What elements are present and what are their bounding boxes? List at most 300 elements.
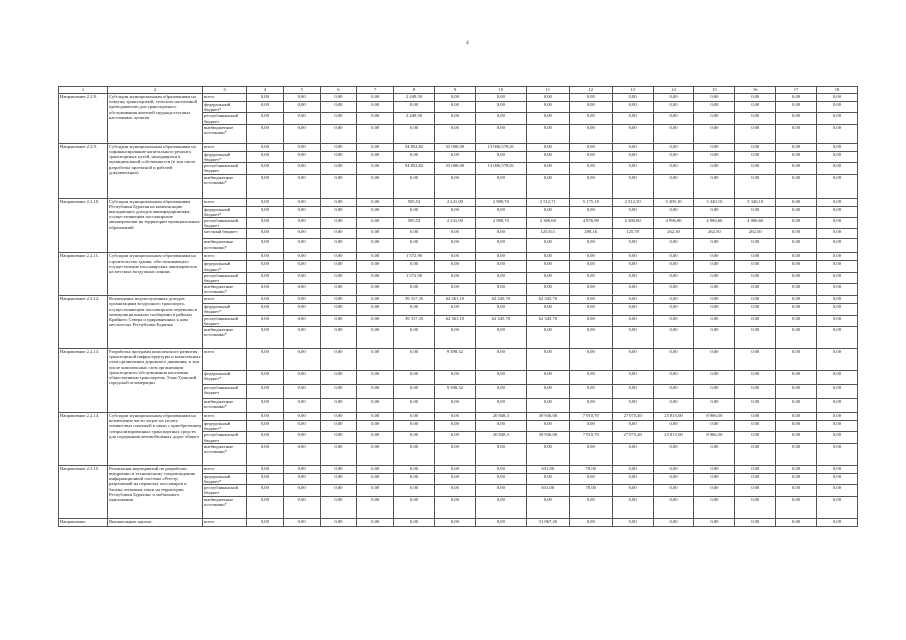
- value-cell: 0,00: [526, 349, 569, 371]
- value-cell: 0,00: [776, 327, 817, 349]
- value-cell: 0,00: [394, 465, 435, 473]
- value-cell: 0,00: [320, 327, 357, 349]
- value-cell: 0,00: [320, 102, 357, 113]
- value-cell: 0,00: [776, 284, 817, 296]
- value-cell: 2 512,71: [526, 198, 569, 206]
- value-cell: 0,00: [569, 296, 612, 304]
- header-cell: 11: [526, 87, 569, 94]
- value-cell: 0,00: [475, 496, 526, 518]
- value-cell: 0,00: [394, 327, 435, 349]
- value-cell: 0,00: [569, 163, 612, 174]
- value-cell: 0,00: [283, 385, 320, 399]
- value-cell: 0,00: [776, 371, 817, 385]
- funding-source: федеральный бюджет*: [203, 102, 247, 113]
- value-cell: 0,00: [526, 327, 569, 349]
- header-cell: 17: [776, 87, 817, 94]
- value-cell: 298,16: [569, 229, 612, 239]
- value-cell: 0,00: [394, 413, 435, 421]
- header-row: [59, 87, 858, 94]
- value-cell: 0,00: [653, 261, 694, 272]
- value-cell: 0,00: [475, 349, 526, 371]
- value-cell: 0,00: [569, 518, 612, 526]
- funding-source: всего: [203, 198, 247, 206]
- value-cell: 0,00: [475, 385, 526, 399]
- value-cell: 0,00: [320, 229, 357, 239]
- value-cell: 0,00: [357, 151, 394, 162]
- value-cell: 0,00: [475, 327, 526, 349]
- value-cell: 0,00: [526, 124, 569, 143]
- value-cell: 0,00: [246, 385, 283, 399]
- value-cell: 0,00: [735, 496, 776, 518]
- value-cell: 0,00: [776, 315, 817, 326]
- value-cell: 0,00: [320, 413, 357, 421]
- value-cell: 0,00: [817, 253, 858, 261]
- value-cell: 0,00: [612, 296, 653, 304]
- value-cell: 0,00: [612, 465, 653, 473]
- value-cell: 0,00: [246, 253, 283, 261]
- value-cell: 0,00: [434, 206, 475, 217]
- value-cell: 0,00: [434, 485, 475, 496]
- value-cell: 0,00: [246, 198, 283, 206]
- value-cell: 0,00: [526, 113, 569, 124]
- value-cell: 0,00: [612, 443, 653, 465]
- value-cell: 0,00: [357, 432, 394, 443]
- value-cell: 0,00: [283, 518, 320, 526]
- value-cell: 0,00: [569, 239, 612, 253]
- funding-source: республиканский бюджет: [203, 315, 247, 326]
- value-cell: 0,00: [776, 239, 817, 253]
- funding-source: республиканский бюджет: [203, 385, 247, 399]
- value-cell: 0,00: [283, 124, 320, 143]
- value-cell: 0,00: [612, 94, 653, 102]
- funding-source: внебюджетные источники*: [203, 124, 247, 143]
- value-cell: 0,00: [694, 272, 735, 283]
- value-cell: 631,00: [526, 485, 569, 496]
- value-cell: 0,00: [246, 261, 283, 272]
- header-cell: 14: [653, 87, 694, 94]
- direction-name: Направление: [59, 518, 108, 526]
- value-cell: 0,00: [434, 151, 475, 162]
- value-cell: 0,00: [246, 151, 283, 162]
- value-cell: 0,00: [283, 496, 320, 518]
- value-cell: 0,00: [357, 102, 394, 113]
- value-cell: 0,00: [283, 399, 320, 413]
- value-cell: 0,00: [612, 485, 653, 496]
- value-cell: 0,00: [320, 371, 357, 385]
- header-cell: 4: [246, 87, 283, 94]
- funding-source: федеральный бюджет*: [203, 473, 247, 484]
- value-cell: 0,00: [569, 94, 612, 102]
- value-cell: 0,00: [776, 485, 817, 496]
- table-row: [59, 253, 858, 261]
- value-cell: 0,00: [694, 473, 735, 484]
- value-cell: 0,00: [434, 272, 475, 283]
- value-cell: 0,00: [694, 163, 735, 174]
- value-cell: 0,00: [475, 284, 526, 296]
- value-cell: 0,00: [817, 349, 858, 371]
- value-cell: 0,00: [475, 94, 526, 102]
- value-cell: 0,00: [653, 151, 694, 162]
- funding-source: республиканский бюджет: [203, 272, 247, 283]
- value-cell: 0,00: [246, 206, 283, 217]
- value-cell: 0,00: [320, 218, 357, 229]
- value-cell: 0,00: [817, 239, 858, 253]
- value-cell: 0,00: [475, 253, 526, 261]
- value-cell: 0,00: [526, 261, 569, 272]
- value-cell: 2 449,50: [394, 113, 435, 124]
- value-cell: 5 175,18: [569, 198, 612, 206]
- value-cell: 0,00: [357, 327, 394, 349]
- value-cell: 0,00: [246, 327, 283, 349]
- direction-description: Субсидии муниципальным образованиям на софинансирование капитального ремонта транспортных путей, находящихся в муниципальной собственности (в том числе разработка проектной и рабочей документации): [108, 143, 203, 198]
- value-cell: 0,00: [776, 198, 817, 206]
- value-cell: 0,00: [526, 371, 569, 385]
- value-cell: 0,00: [434, 421, 475, 432]
- value-cell: 0,00: [735, 261, 776, 272]
- value-cell: 0,00: [735, 174, 776, 198]
- value-cell: 0,00: [475, 304, 526, 315]
- value-cell: 54 852,82: [394, 143, 435, 151]
- value-cell: 0,00: [612, 151, 653, 162]
- value-cell: 0,00: [817, 151, 858, 162]
- direction-description: Субсидии муниципальным образованиям на строительство здания, обеспечивающего осуществление пассажирских авиаперевозок на местных воздушных линиях: [108, 253, 203, 296]
- direction-description: Разработка программ комплексного развития транспортной инфраструктуры и комплексных схем организации дорожного движения, в том числе комплексных схем организации транспортного обслуживания населения общественным транспортом, Улан-Удэнской городской агломерации: [108, 349, 203, 413]
- value-cell: 0,00: [246, 349, 283, 371]
- value-cell: 0,00: [320, 239, 357, 253]
- value-cell: 0,00: [357, 284, 394, 296]
- value-cell: 0,00: [569, 371, 612, 385]
- value-cell: 0,00: [434, 113, 475, 124]
- value-cell: 0,00: [394, 399, 435, 413]
- value-cell: 0,00: [394, 102, 435, 113]
- value-cell: 0,00: [776, 399, 817, 413]
- value-cell: 0,00: [246, 443, 283, 465]
- value-cell: 0,00: [394, 496, 435, 518]
- value-cell: 0,00: [283, 421, 320, 432]
- value-cell: 0,00: [735, 113, 776, 124]
- value-cell: 0,00: [320, 272, 357, 283]
- value-cell: 0,00: [394, 518, 435, 526]
- value-cell: 0,00: [694, 151, 735, 162]
- value-cell: 0,00: [817, 315, 858, 326]
- value-cell: 0,00: [694, 496, 735, 518]
- value-cell: 62 361,10: [434, 296, 475, 304]
- value-cell: 0,00: [246, 432, 283, 443]
- value-cell: 0,00: [283, 465, 320, 473]
- value-cell: 0,00: [694, 113, 735, 124]
- value-cell: 1 572,90: [394, 272, 435, 283]
- value-cell: 0,00: [735, 253, 776, 261]
- value-cell: 0,00: [246, 371, 283, 385]
- value-cell: 2 241,00: [434, 218, 475, 229]
- value-cell: 0,00: [735, 485, 776, 496]
- value-cell: 0,00: [817, 473, 858, 484]
- value-cell: 0,00: [283, 163, 320, 174]
- funding-source: всего: [203, 253, 247, 261]
- value-cell: 0,00: [817, 229, 858, 239]
- value-cell: 0,00: [776, 261, 817, 272]
- funding-source: федеральный бюджет*: [203, 206, 247, 217]
- funding-source: внебюджетные источники*: [203, 174, 247, 198]
- value-cell: 0,00: [735, 421, 776, 432]
- value-cell: 2 980,70: [475, 218, 526, 229]
- budget-table: [58, 86, 858, 527]
- value-cell: 0,00: [653, 174, 694, 198]
- value-cell: 0,00: [475, 102, 526, 113]
- header-cell: 16: [735, 87, 776, 94]
- value-cell: 0,00: [283, 284, 320, 296]
- value-cell: 0,00: [653, 349, 694, 371]
- value-cell: 0,00: [283, 485, 320, 496]
- value-cell: 0,00: [320, 496, 357, 518]
- value-cell: 0,00: [434, 399, 475, 413]
- value-cell: 0,00: [653, 327, 694, 349]
- value-cell: 62 345,70: [475, 315, 526, 326]
- value-cell: 4 876,98: [569, 218, 612, 229]
- page-number: 4: [466, 40, 469, 46]
- value-cell: 0,00: [694, 485, 735, 496]
- funding-source: федеральный бюджет*: [203, 421, 247, 432]
- value-cell: 0,00: [735, 465, 776, 473]
- value-cell: 0,00: [817, 261, 858, 272]
- value-cell: 0,00: [246, 284, 283, 296]
- direction-name: Направление 2.2.10.: [59, 198, 108, 253]
- value-cell: 0,00: [320, 94, 357, 102]
- value-cell: 2 449,50: [394, 94, 435, 102]
- value-cell: 0,00: [434, 124, 475, 143]
- funding-source: республиканский бюджет: [203, 432, 247, 443]
- value-cell: 0,00: [246, 473, 283, 484]
- value-cell: 0,00: [357, 113, 394, 124]
- funding-source: федеральный бюджет*: [203, 261, 247, 272]
- value-cell: 0,00: [612, 385, 653, 399]
- value-cell: 0,00: [283, 151, 320, 162]
- value-cell: 0,00: [357, 124, 394, 143]
- value-cell: 0,00: [735, 349, 776, 371]
- funding-source: республиканский бюджет: [203, 218, 247, 229]
- value-cell: 0,00: [569, 261, 612, 272]
- funding-source: республиканский бюджет: [203, 163, 247, 174]
- value-cell: 0,00: [357, 315, 394, 326]
- value-cell: 0,00: [612, 124, 653, 143]
- value-cell: 0,00: [526, 385, 569, 399]
- value-cell: 0,00: [434, 253, 475, 261]
- value-cell: 0,00: [320, 143, 357, 151]
- value-cell: 0,00: [694, 385, 735, 399]
- value-cell: 0,00: [475, 151, 526, 162]
- value-cell: 0,00: [283, 113, 320, 124]
- value-cell: 0,00: [283, 371, 320, 385]
- value-cell: 0,00: [320, 198, 357, 206]
- direction-name: Направление 2.2.11.: [59, 253, 108, 296]
- value-cell: 0,00: [569, 349, 612, 371]
- value-cell: 0,00: [653, 102, 694, 113]
- value-cell: 0,00: [357, 304, 394, 315]
- value-cell: 0,00: [817, 485, 858, 496]
- value-cell: 0,00: [569, 304, 612, 315]
- value-cell: 0,00: [694, 518, 735, 526]
- value-cell: 0,00: [357, 296, 394, 304]
- header-cell: 9: [434, 87, 475, 94]
- value-cell: 0,00: [817, 385, 858, 399]
- value-cell: 0,00: [283, 102, 320, 113]
- value-cell: 0,00: [357, 385, 394, 399]
- value-cell: 62 345,70: [526, 315, 569, 326]
- value-cell: 0,00: [653, 315, 694, 326]
- value-cell: 0,00: [817, 143, 858, 151]
- value-cell: 0,00: [653, 163, 694, 174]
- header-cell: 5: [283, 87, 320, 94]
- value-cell: 0,00: [434, 261, 475, 272]
- value-cell: 0,00: [569, 102, 612, 113]
- value-cell: 9 398,32: [434, 349, 475, 371]
- value-cell: 0,00: [735, 443, 776, 465]
- direction-name: Направление 2.2.8.: [59, 94, 108, 144]
- value-cell: 0,00: [569, 124, 612, 143]
- value-cell: 0,00: [357, 518, 394, 526]
- value-cell: 2 386,60: [526, 218, 569, 229]
- value-cell: 0,00: [475, 239, 526, 253]
- value-cell: 0,00: [612, 421, 653, 432]
- value-cell: 262,50: [694, 229, 735, 239]
- value-cell: 0,00: [817, 432, 858, 443]
- value-cell: 0,00: [283, 229, 320, 239]
- value-cell: 0,00: [653, 496, 694, 518]
- value-cell: 0,00: [434, 465, 475, 473]
- value-cell: 0,00: [776, 304, 817, 315]
- value-cell: 262,30: [653, 229, 694, 239]
- value-cell: 0,00: [612, 272, 653, 283]
- value-cell: 0,00: [320, 465, 357, 473]
- value-cell: 1 572,90: [394, 253, 435, 261]
- value-cell: 13 006,578,01: [475, 143, 526, 151]
- value-cell: 0,00: [394, 443, 435, 465]
- value-cell: 8 966,50: [694, 413, 735, 421]
- value-cell: 0,00: [283, 296, 320, 304]
- value-cell: 0,00: [735, 206, 776, 217]
- value-cell: 0,00: [612, 174, 653, 198]
- value-cell: 0,00: [735, 151, 776, 162]
- value-cell: 39 936,00: [526, 413, 569, 421]
- value-cell: 0,00: [475, 113, 526, 124]
- value-cell: 0,00: [434, 174, 475, 198]
- value-cell: 0,00: [694, 465, 735, 473]
- value-cell: 0,00: [320, 473, 357, 484]
- header-cell: 1: [59, 87, 108, 94]
- value-cell: 0,00: [526, 304, 569, 315]
- value-cell: 39 936,00: [526, 432, 569, 443]
- value-cell: 0,00: [320, 349, 357, 371]
- value-cell: 0,00: [475, 485, 526, 496]
- value-cell: 62 345,70: [526, 296, 569, 304]
- value-cell: 0,00: [283, 443, 320, 465]
- value-cell: 2 386,60: [612, 218, 653, 229]
- direction-description: Внешкольные научно-: [108, 518, 203, 526]
- funding-source: всего: [203, 94, 247, 102]
- value-cell: 0,00: [776, 432, 817, 443]
- value-cell: 0,00: [394, 432, 435, 443]
- value-cell: 0,00: [320, 315, 357, 326]
- value-cell: 0,00: [526, 206, 569, 217]
- value-cell: 0,00: [357, 371, 394, 385]
- value-cell: 5 340,10: [735, 198, 776, 206]
- value-cell: 0,00: [320, 253, 357, 261]
- value-cell: 0,00: [694, 327, 735, 349]
- value-cell: 0,00: [612, 163, 653, 174]
- table-row: [59, 198, 858, 206]
- value-cell: 4 906,60: [735, 218, 776, 229]
- value-cell: 0,00: [776, 349, 817, 371]
- value-cell: 0,00: [526, 253, 569, 261]
- value-cell: 0,00: [776, 296, 817, 304]
- value-cell: 0,00: [357, 218, 394, 229]
- funding-source: федеральный бюджет*: [203, 151, 247, 162]
- value-cell: 0,00: [475, 206, 526, 217]
- value-cell: 0,00: [776, 102, 817, 113]
- value-cell: 0,00: [526, 473, 569, 484]
- value-cell: 0,00: [653, 272, 694, 283]
- value-cell: 0,00: [394, 261, 435, 272]
- value-cell: 0,00: [246, 518, 283, 526]
- value-cell: 0,00: [776, 94, 817, 102]
- value-cell: 0,00: [283, 253, 320, 261]
- funding-source: всего: [203, 143, 247, 151]
- value-cell: 0,00: [653, 385, 694, 399]
- value-cell: 0,00: [246, 102, 283, 113]
- value-cell: 0,00: [653, 284, 694, 296]
- value-cell: 262,50: [735, 229, 776, 239]
- value-cell: 0,00: [357, 174, 394, 198]
- value-cell: 0,00: [283, 206, 320, 217]
- value-cell: 0,00: [776, 413, 817, 421]
- value-cell: 0,00: [817, 413, 858, 421]
- value-cell: 0,00: [283, 261, 320, 272]
- value-cell: 55 000,00: [434, 143, 475, 151]
- value-cell: 0,00: [612, 327, 653, 349]
- value-cell: 0,00: [776, 124, 817, 143]
- value-cell: 62 345,70: [475, 296, 526, 304]
- header-cell: 10: [475, 87, 526, 94]
- value-cell: 0,00: [434, 371, 475, 385]
- value-cell: 0,00: [320, 399, 357, 413]
- value-cell: 0,00: [526, 443, 569, 465]
- value-cell: 0,00: [735, 296, 776, 304]
- value-cell: 0,00: [394, 174, 435, 198]
- value-cell: 0,00: [394, 371, 435, 385]
- value-cell: 0,00: [776, 272, 817, 283]
- direction-name: Направление 2.2.9.: [59, 143, 108, 198]
- value-cell: 0,00: [653, 239, 694, 253]
- value-cell: 0,00: [612, 473, 653, 484]
- direction-name: Направление 2.2.13.: [59, 349, 108, 413]
- value-cell: 0,00: [735, 94, 776, 102]
- value-cell: 631,00: [526, 465, 569, 473]
- value-cell: 0,00: [817, 174, 858, 198]
- header-cell: 2: [108, 87, 203, 94]
- value-cell: 0,00: [817, 399, 858, 413]
- value-cell: 0,00: [394, 239, 435, 253]
- value-cell: 0,00: [434, 102, 475, 113]
- value-cell: 0,00: [434, 518, 475, 526]
- header-cell: 18: [817, 87, 858, 94]
- value-cell: 0,00: [526, 496, 569, 518]
- value-cell: 0,00: [817, 518, 858, 526]
- value-cell: 0,00: [320, 485, 357, 496]
- value-cell: 0,00: [394, 485, 435, 496]
- value-cell: 0,00: [526, 102, 569, 113]
- value-cell: 2 512,50: [612, 198, 653, 206]
- funding-source: внебюджетные источники*: [203, 239, 247, 253]
